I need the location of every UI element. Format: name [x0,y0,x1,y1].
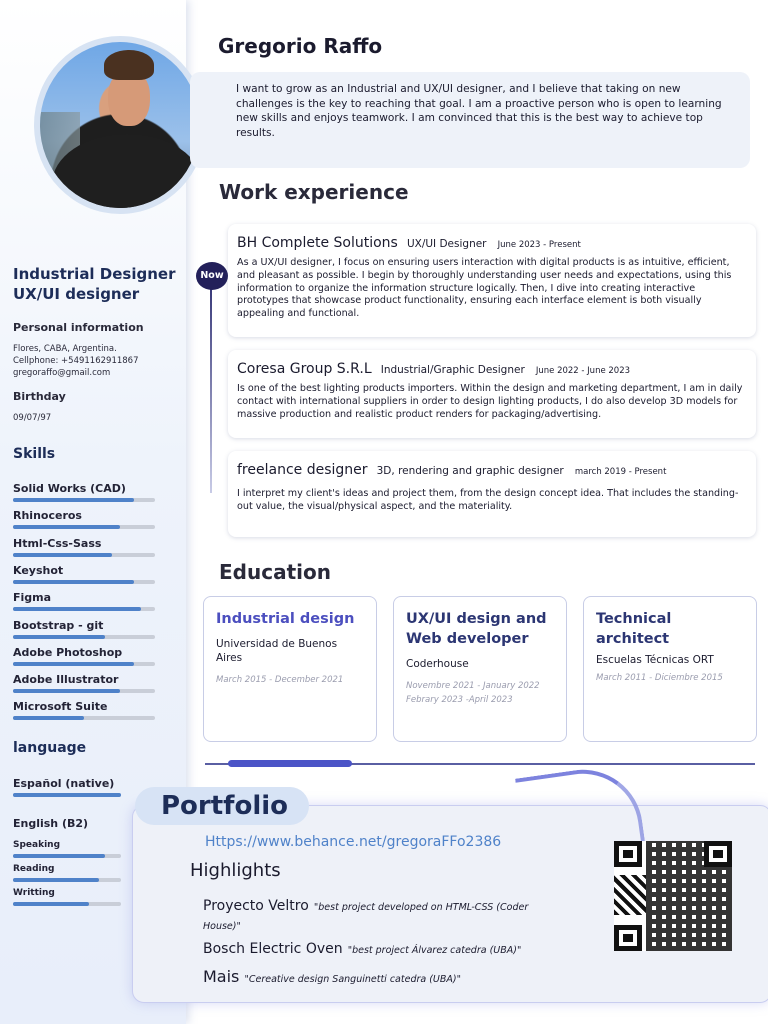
english-skill-label: Speaking [13,840,61,850]
highlight-item [203,938,563,957]
skill-label: Adobe Photoshop [13,645,123,659]
education-institution: Coderhouse [406,658,469,670]
english-skill-bar [13,902,121,906]
skill-level-fill [13,635,105,639]
skill-label: Solid Works (CAD) [13,482,126,495]
skill-item [13,482,155,502]
portfolio-heading: Portfolio [135,787,309,825]
job-date: march 2019 - Present [574,467,667,477]
skill-level-fill [13,716,84,720]
job-date: June 2023 - Present [497,240,581,250]
skill-item [13,646,155,666]
skills-heading: Skills [13,446,56,462]
qr-code-icon[interactable] [614,841,732,951]
skill-label: Figma [13,591,52,605]
highlight-item [203,895,533,933]
skill-label: Keyshot [13,563,64,577]
skill-label: Html-Css-Sass [13,536,102,550]
skill-level-fill [13,607,141,611]
education-title: Technical architect [596,611,672,647]
skill-level-fill [13,525,120,529]
skill-bar [13,498,155,502]
education-date: Febrary 2023 -April 2023 [406,695,513,705]
work-experience-heading: Work experience [219,180,409,204]
highlight-name: Mais [203,967,240,986]
job-role: Industrial/Graphic Designer [380,364,525,376]
skill-item [13,564,155,584]
education-institution: Universidad de Buenos Aires [216,638,338,664]
skill-item [13,619,155,639]
english-skill-label: Reading [13,864,55,874]
english-skill [13,840,121,858]
skill-label: Adobe Illustrator [13,673,119,687]
english-skill-bar [13,854,121,858]
highlights-heading: Highlights [190,860,281,881]
job-title: Industrial Designer UX/UI designer [13,265,176,303]
highlight-note: "Cereative design Sanguinetti catedra (UBA)" [244,974,461,985]
highlight-item [203,967,563,986]
job-role: 3D, rendering and graphic designer [376,465,564,477]
job-description: As a UX/UI designer, I focus on ensuring users interaction with digital products is as intuitive, efficient, and pleasant as possible. I begin by thoroughly understanding user needs and expectations, using this information to organize the information structure logically. Then, I dive into creating interactive prototypes that showcase product functionality, ensuring each interface element is both visually appealing and functional. [237,257,732,320]
education-date: March 2015 - December 2021 [216,675,344,685]
job-description: Is one of the best lighting products importers. Within the design and marketing department, I am in daily contact with international suppliers in order to design lighting products, I do also develop 3D models for massive production and realistic product renders for packaging/advertising. [237,383,743,420]
education-institution: Escuelas Técnicas ORT [596,654,714,666]
skill-item [13,537,155,557]
highlight-name: Bosch Electric Oven [203,941,343,957]
english-level-fill [13,854,105,858]
skill-level-fill [13,553,112,557]
job-entry [228,224,756,337]
education-card [203,596,377,742]
email[interactable]: gregoraffo@gmail.com [13,368,111,378]
address: Flores, CABA, Argentina. [13,344,117,354]
skill-label: Microsoft Suite [13,700,108,714]
skill-bar [13,525,155,529]
timeline-line [210,265,212,493]
skill-item [13,509,155,529]
job-entry [228,350,756,438]
job-description: I interpret my client's ideas and project them, from the design concept idea. That includes the standing-out value, the visual/physical aspect, and the materiality. [237,488,739,512]
skill-level-fill [13,498,134,502]
skill-label: Rhinoceros [13,509,82,523]
job-company: Coresa Group S.R.L [237,361,372,377]
skill-bar [13,662,155,666]
language-native: Español (native) [13,777,121,797]
highlight-note: "best project Álvarez catedra (UBA)" [347,945,522,956]
skill-bar [13,689,155,693]
skill-level-fill [13,580,134,584]
birthday: 09/07/97 [13,413,52,423]
skill-item [13,673,155,693]
skill-bar [13,607,155,611]
personal-info [13,343,138,379]
language-english: English (B2) [13,817,89,830]
skill-label: Bootstrap - git [13,618,104,632]
english-skill [13,864,121,882]
profile-photo [34,36,206,214]
education-date: Novembre 2021 - January 2022 [406,681,540,691]
language-level-fill [13,793,121,797]
skill-level-fill [13,689,120,693]
english-skill [13,888,121,906]
job-entry [228,451,756,537]
english-skill-bar [13,878,121,882]
personal-info-heading: Personal information [13,321,144,334]
education-date: March 2011 - Diciembre 2015 [596,673,723,683]
birthday-heading: Birthday [13,390,66,403]
job-company: freelance designer [237,462,368,478]
skill-bar [13,553,155,557]
english-level-fill [13,878,99,882]
highlight-note: "best project developed on HTML-CSS (Coder House)" [203,902,529,932]
skill-bar [13,716,155,720]
skill-bar [13,580,155,584]
about-text: I want to grow as an Industrial and UX/UI designer, and I believe that taking on new challenges is the key to reaching that goal. I am a proactive person who is open to learning new skills and enjoys teamwork. I am convinced that this is the best way to achieve top results. [190,72,750,168]
skill-item [13,591,155,611]
education-heading: Education [219,560,331,584]
now-badge: Now [196,262,228,290]
skill-bar [13,635,155,639]
education-title: UX/UI design and Web developer [406,611,547,647]
skill-item [13,700,155,720]
english-skill-label: Writting [13,888,55,898]
highlight-name: Proyecto Veltro [203,898,309,914]
education-title: Industrial design [216,611,355,627]
portfolio-link[interactable]: Https://www.behance.net/gregoraFFo2386 [205,834,502,850]
person-name: Gregorio Raffo [218,34,383,58]
phone: Cellphone: +5491162911867 [13,356,139,366]
job-company: BH Complete Solutions [237,235,398,251]
divider-accent [228,760,352,767]
skill-level-fill [13,662,134,666]
education-card [583,596,757,742]
job-role: UX/UI Designer [406,238,487,250]
language-heading: language [13,740,87,756]
education-card [393,596,567,742]
job-date: June 2022 - June 2023 [535,366,631,376]
english-level-fill [13,902,89,906]
